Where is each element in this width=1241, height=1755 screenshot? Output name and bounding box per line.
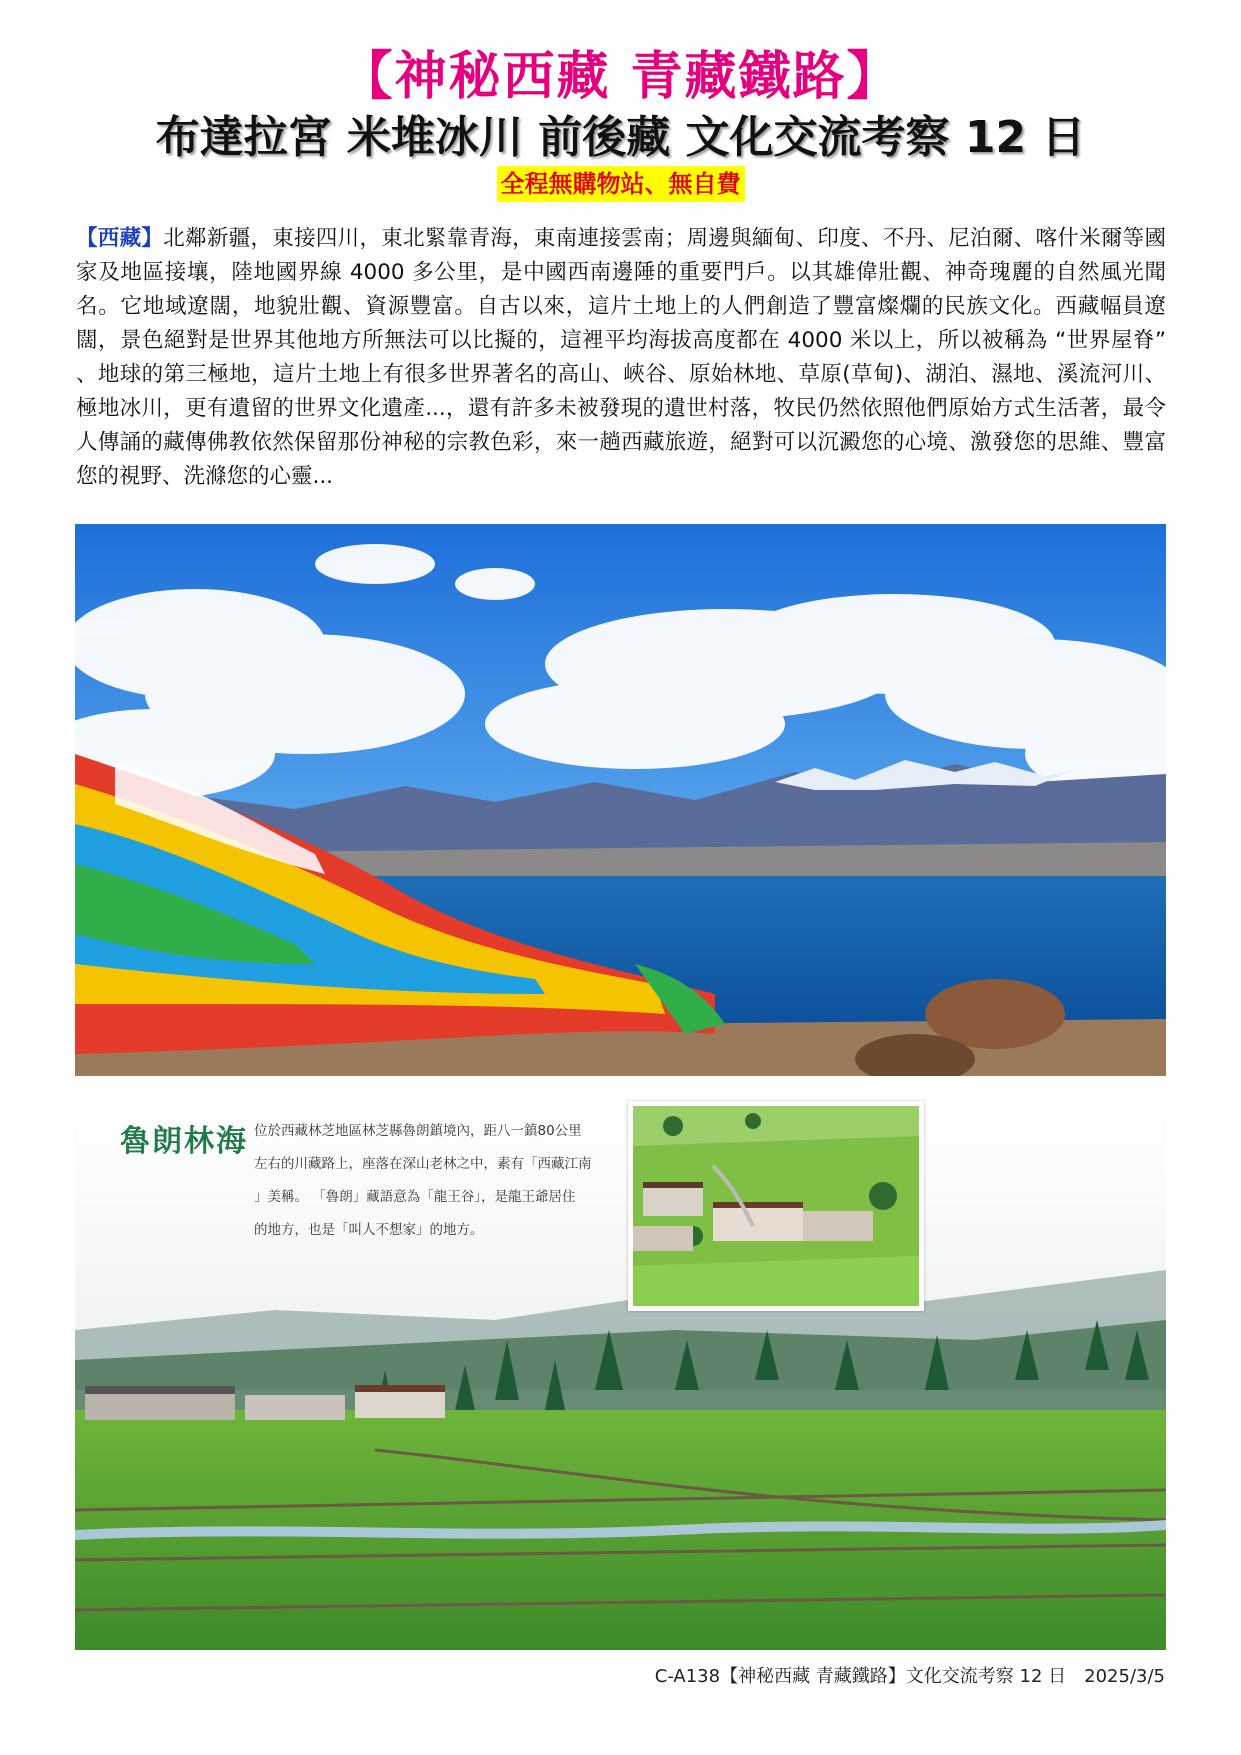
lulang-line: 位於西藏林芝地區林芝縣魯朗鎮境內，距八一鎮80公里 (254, 1123, 582, 1139)
tour-subtitle: 布達拉宮 米堆冰川 前後藏 文化交流考察 12 日 (155, 112, 1086, 163)
intro-label: 【西藏】 (76, 226, 164, 251)
main-title: 【神秘西藏 青藏鐵路】 (340, 47, 901, 107)
lulang-description (254, 1115, 614, 1247)
tagline-wrap (0, 166, 1241, 202)
no-shopping-tagline: 全程無購物站、無自費 (497, 166, 745, 202)
lulang-line: 左右的川藏路上，座落在深山老林之中，素有「西藏江南 (254, 1156, 592, 1172)
lulang-line: 的地方，也是「叫人不想家」的地方。 (254, 1222, 484, 1238)
namtso-lake-photo (75, 524, 1166, 1076)
lulang-line: 」美稱。 「魯朗」藏語意為「龍王谷」，是龍王爺居住 (254, 1189, 576, 1205)
document-footer: C-A138【神秘西藏 青藏鐵路】文化交流考察 12 日 2025/3/5 (654, 1666, 1165, 1687)
tibet-intro (76, 222, 1166, 494)
lulang-heading: 魯朗林海 (120, 1124, 248, 1159)
lulang-forest-photo (75, 1090, 1166, 1650)
lulang-village-inset-photo (628, 1101, 924, 1311)
intro-text: 北鄰新疆，東接四川，東北緊靠青海，東南連接雲南；周邊與緬甸、印度、不丹、尼泊爾、喀什米爾等國家及地區接壤，陸地國界線 4000 多公里，是中國西南邊陲的重要門戶。以其雄偉壯觀、神奇瑰麗的自然風光聞名。它地域遼闊，地貌壯觀、資源豐富。自古以來，這片土地上的人們創造了豐富燦爛的民族文化。西藏幅員遼闊，景色絕對是世界其他地方所無法可以比擬的，這裡平均海拔高度都在 4000 米以上，所以被稱為 “世界屋脊” 、地球的第三極地，這片土地上有很多世界著名的高山、峽谷、原始林地、草原(草甸)、湖泊、濕地、溪流河川、極地冰川，更有遺留的世界文化遺產...，還有許多未被發現的遺世村落，牧民仍然依照他們原始方式生活著，最令人傳誦的藏傳佛教依然保留那份神秘的宗教色彩，來一趟西藏旅遊，絕對可以沉澱您的心境、激發您的思維、豐富您的視野、洗滌您的心靈... (76, 226, 1166, 489)
